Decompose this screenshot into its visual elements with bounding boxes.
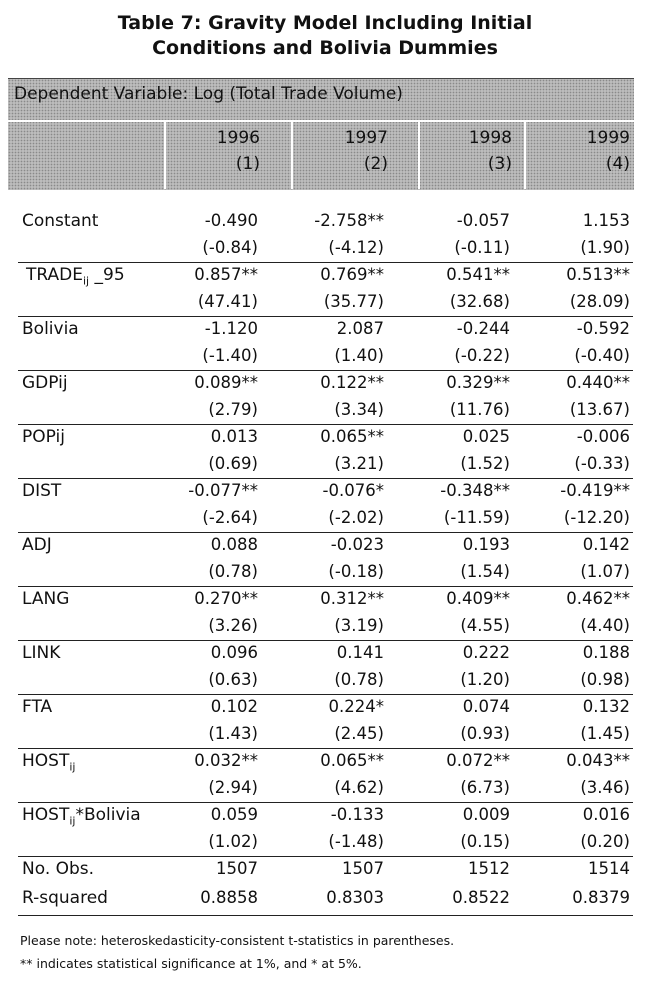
coef-cell: 0.312**	[320, 589, 384, 608]
note-tstat: Please note: heteroskedasticity-consistent t-statistics in parentheses.	[20, 933, 455, 948]
summary-cell: 0.8303	[326, 888, 384, 907]
row-separator	[18, 532, 633, 533]
row-label: DIST	[22, 481, 62, 501]
tstat-cell: (1.45)	[580, 724, 630, 743]
header-col-number: (2)	[363, 154, 388, 174]
tstat-cell: (13.67)	[569, 400, 630, 419]
tstat-cell: (-0.40)	[574, 346, 630, 365]
tstat-cell: (1.54)	[460, 562, 510, 581]
coef-cell: -0.006	[576, 427, 630, 446]
note-significance: ** indicates statistical significance at 1%, and * at 5%.	[20, 956, 362, 971]
tstat-cell: (3.34)	[334, 400, 384, 419]
row-separator	[18, 586, 633, 587]
row-label: LANG	[22, 589, 70, 609]
tstat-cell: (0.20)	[580, 832, 630, 851]
tstat-cell: (1.90)	[580, 238, 630, 257]
row-label: $HOST_{ij}*Bolivia$	[22, 805, 141, 828]
coef-cell: -0.490	[204, 211, 258, 230]
summary-cell: 1512	[468, 859, 510, 878]
header-col-number: (3)	[487, 154, 512, 174]
summary-cell: 0.8522	[452, 888, 510, 907]
row-label: GDPij	[22, 373, 68, 393]
tstat-cell: (-2.64)	[202, 508, 258, 527]
row-label: Bolivia	[22, 319, 79, 339]
summary-cell: 1507	[342, 859, 384, 878]
tstat-cell: (1.40)	[334, 346, 384, 365]
row-label: LINK	[22, 643, 61, 663]
tstat-cell: (3.19)	[334, 616, 384, 635]
coef-cell: 2.087	[336, 319, 384, 338]
table-title-line2: Conditions and Bolivia Dummies	[152, 37, 498, 59]
coef-cell: -0.077**	[188, 481, 258, 500]
dependent-variable-label: Dependent Variable: Log (Total Trade Volume)	[14, 84, 403, 104]
row-separator	[18, 316, 633, 317]
coef-cell: 0.102	[210, 697, 258, 716]
coef-cell: -0.419**	[560, 481, 630, 500]
coef-cell: -1.120	[204, 319, 258, 338]
coef-cell: -0.023	[330, 535, 384, 554]
tstat-cell: (3.26)	[208, 616, 258, 635]
coef-cell: 0.065**	[320, 751, 384, 770]
summary-cell: 0.8379	[572, 888, 630, 907]
coef-cell: 0.541**	[446, 265, 510, 284]
tstat-cell: (0.93)	[460, 724, 510, 743]
row-label: $HOST_{ij}$	[22, 751, 76, 774]
row-label: Constant	[22, 211, 99, 231]
summary-cell: 1514	[588, 859, 630, 878]
tstat-cell: (1.43)	[208, 724, 258, 743]
coef-cell: 0.065**	[320, 427, 384, 446]
tstat-cell: (4.55)	[460, 616, 510, 635]
table-title-line1: Table 7: Gravity Model Including Initial	[117, 12, 533, 34]
tstat-cell: (3.46)	[580, 778, 630, 797]
coef-cell: 0.043**	[566, 751, 630, 770]
coef-cell: 0.132	[582, 697, 630, 716]
coef-cell: 0.122**	[320, 373, 384, 392]
tstat-cell: (0.69)	[208, 454, 258, 473]
row-label: FTA	[22, 697, 53, 717]
coef-cell: 0.513**	[566, 265, 630, 284]
coef-cell: -0.244	[456, 319, 510, 338]
summary-label: R-squared	[22, 888, 108, 908]
tstat-cell: (1.07)	[580, 562, 630, 581]
tstat-cell: (0.98)	[580, 670, 630, 689]
tstat-cell: (4.40)	[580, 616, 630, 635]
tstat-cell: (-0.84)	[202, 238, 258, 257]
header-col-divider	[524, 122, 526, 189]
tstat-cell: (-11.59)	[443, 508, 510, 527]
header-divider	[8, 120, 634, 122]
tstat-cell: (-1.40)	[202, 346, 258, 365]
header-col-number: (4)	[605, 154, 630, 174]
tstat-cell: (0.63)	[208, 670, 258, 689]
tstat-cell: (-1.48)	[328, 832, 384, 851]
row-separator	[18, 694, 633, 695]
tstat-cell: (1.20)	[460, 670, 510, 689]
row-label: ADJ	[22, 535, 52, 555]
tstat-cell: (0.78)	[334, 670, 384, 689]
coef-cell: 0.025	[462, 427, 510, 446]
row-separator	[18, 424, 633, 425]
header-year: 1999	[586, 128, 630, 148]
header-year: 1998	[468, 128, 512, 148]
tstat-cell: (4.62)	[334, 778, 384, 797]
coef-cell: 0.769**	[320, 265, 384, 284]
row-separator	[18, 640, 633, 641]
tstat-cell: (-2.02)	[328, 508, 384, 527]
row-separator	[18, 856, 633, 857]
tstat-cell: (0.78)	[208, 562, 258, 581]
coef-cell: -0.348**	[440, 481, 510, 500]
tstat-cell: (2.94)	[208, 778, 258, 797]
header-col-number: (1)	[235, 154, 260, 174]
coef-cell: -0.057	[456, 211, 510, 230]
coef-cell: 0.440**	[566, 373, 630, 392]
coef-cell: 0.142	[582, 535, 630, 554]
summary-cell: 0.8858	[200, 888, 258, 907]
coef-cell: 0.193	[462, 535, 510, 554]
tstat-cell: (-0.11)	[454, 238, 510, 257]
coef-cell: 0.072**	[446, 751, 510, 770]
tstat-cell: (35.77)	[323, 292, 384, 311]
coef-cell: 0.013	[210, 427, 258, 446]
row-separator	[18, 262, 633, 263]
row-label: $TRADE_{ij}$ _95	[26, 265, 125, 288]
tstat-cell: (-12.20)	[563, 508, 630, 527]
row-separator	[18, 370, 633, 371]
coef-cell: 0.222	[462, 643, 510, 662]
row-separator	[18, 802, 633, 803]
tstat-cell: (32.68)	[449, 292, 510, 311]
coef-cell: -0.133	[330, 805, 384, 824]
tstat-cell: (0.15)	[460, 832, 510, 851]
tstat-cell: (2.45)	[334, 724, 384, 743]
coef-cell: 1.153	[582, 211, 630, 230]
coef-cell: 0.096	[210, 643, 258, 662]
coef-cell: 0.141	[336, 643, 384, 662]
row-label: POPij	[22, 427, 65, 447]
summary-cell: 1507	[216, 859, 258, 878]
tstat-cell: (1.52)	[460, 454, 510, 473]
row-separator	[18, 748, 633, 749]
coef-cell: -0.076*	[322, 481, 384, 500]
coef-cell: 0.089**	[194, 373, 258, 392]
tstat-cell: (6.73)	[460, 778, 510, 797]
coef-cell: 0.857**	[194, 265, 258, 284]
tstat-cell: (2.79)	[208, 400, 258, 419]
coef-cell: -2.758**	[314, 211, 384, 230]
coef-cell: -0.592	[576, 319, 630, 338]
table-bottom-rule	[18, 915, 633, 916]
tstat-cell: (3.21)	[334, 454, 384, 473]
coef-cell: 0.329**	[446, 373, 510, 392]
header-year: 1997	[344, 128, 388, 148]
coef-cell: 0.074	[462, 697, 510, 716]
coef-cell: 0.224*	[328, 697, 384, 716]
tstat-cell: (47.41)	[197, 292, 258, 311]
coef-cell: 0.462**	[566, 589, 630, 608]
coef-cell: 0.009	[462, 805, 510, 824]
tstat-cell: (11.76)	[449, 400, 510, 419]
coef-cell: 0.270**	[194, 589, 258, 608]
coef-cell: 0.088	[210, 535, 258, 554]
coef-cell: 0.409**	[446, 589, 510, 608]
tstat-cell: (28.09)	[569, 292, 630, 311]
coef-cell: 0.188	[582, 643, 630, 662]
tstat-cell: (-4.12)	[328, 238, 384, 257]
tstat-cell: (1.02)	[208, 832, 258, 851]
coef-cell: 0.059	[210, 805, 258, 824]
coef-cell: 0.016	[582, 805, 630, 824]
header-year: 1996	[216, 128, 260, 148]
tstat-cell: (-0.22)	[454, 346, 510, 365]
tstat-cell: (-0.18)	[328, 562, 384, 581]
tstat-cell: (-0.33)	[574, 454, 630, 473]
coef-cell: 0.032**	[194, 751, 258, 770]
summary-label: No. Obs.	[22, 859, 95, 879]
row-separator	[18, 478, 633, 479]
